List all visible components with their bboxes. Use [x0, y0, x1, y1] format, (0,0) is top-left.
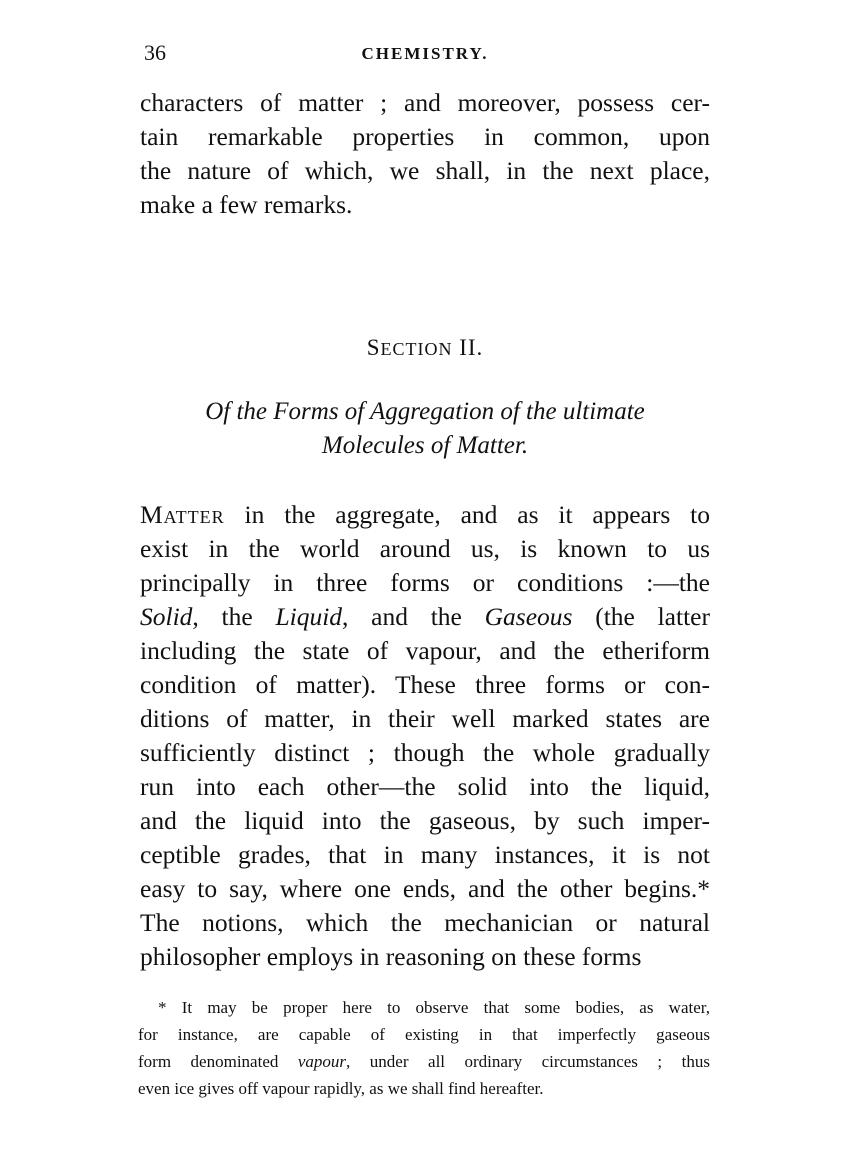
text-line [140, 498, 710, 532]
emphasis-vapour: vapour [297, 1052, 347, 1071]
page-number: 36 [144, 40, 166, 65]
text-fragment: form denominated [138, 1052, 298, 1071]
text-line: run into each other—the solid into the liquid, [140, 772, 710, 801]
section-subtitle [140, 395, 710, 463]
lead-word: Matter [140, 500, 225, 529]
emphasis-liquid: Liquid [275, 602, 343, 631]
section-heading-numeral: II. [459, 335, 484, 360]
text-line: principally in three forms or conditions :—the [140, 568, 710, 597]
page-header [140, 40, 710, 74]
text-fragment: in the aggregate, and as it appears to [224, 500, 710, 529]
main-paragraph [140, 498, 710, 974]
subtitle-line: Of the Forms of Aggregation of the ultimate [205, 398, 645, 425]
footnote-line [138, 1048, 710, 1075]
text-fragment: , the [192, 602, 276, 631]
emphasis-gaseous: Gaseous [484, 602, 573, 631]
footnote [138, 994, 710, 1102]
text-line: ceptible grades, that in many instances, it is not [140, 840, 710, 869]
text-line [140, 600, 710, 634]
running-head: CHEMISTRY. [361, 44, 489, 63]
subtitle-line: Molecules of Matter. [321, 432, 529, 459]
text-line: philosopher employs in reasoning on these forms [140, 942, 642, 971]
text-line: make a few remarks. [140, 190, 353, 219]
text-line: characters of matter ; and moreover, possess cer- [140, 88, 710, 117]
text-fragment: (the latter [572, 602, 710, 631]
section-heading-initial: S [366, 335, 381, 360]
text-line: The notions, which the mechanician or natural [140, 908, 710, 937]
emphasis-solid: Solid [140, 602, 193, 631]
footnote-line: for instance, are capable of existing in that imperfectly gaseous [138, 1025, 710, 1044]
text-line: tain remarkable properties in common, upon [140, 122, 710, 151]
text-fragment: , under all ordinary circumstances ; thus [346, 1052, 710, 1071]
text-line: ditions of matter, in their well marked states are [140, 704, 710, 733]
section-heading [140, 335, 710, 361]
footnote-line: even ice gives off vapour rapidly, as we shall find hereafter. [138, 1079, 544, 1098]
text-line: condition of matter). These three forms or con- [140, 670, 710, 699]
footnote-line: * It may be proper here to observe that some bodies, as water, [158, 998, 710, 1017]
text-line: sufficiently distinct ; though the whole gradually [140, 738, 710, 767]
text-line: and the liquid into the gaseous, by such imper- [140, 806, 710, 835]
text-line: easy to say, where one ends, and the other begins.* [140, 874, 710, 903]
text-fragment: , and the [342, 602, 485, 631]
section-heading-rest: ECTION [380, 339, 453, 359]
paragraph-continued [140, 86, 710, 222]
text-line: including the state of vapour, and the etheriform [140, 636, 710, 665]
text-line: the nature of which, we shall, in the next place, [140, 156, 710, 185]
text-line: exist in the world around us, is known to us [140, 534, 710, 563]
